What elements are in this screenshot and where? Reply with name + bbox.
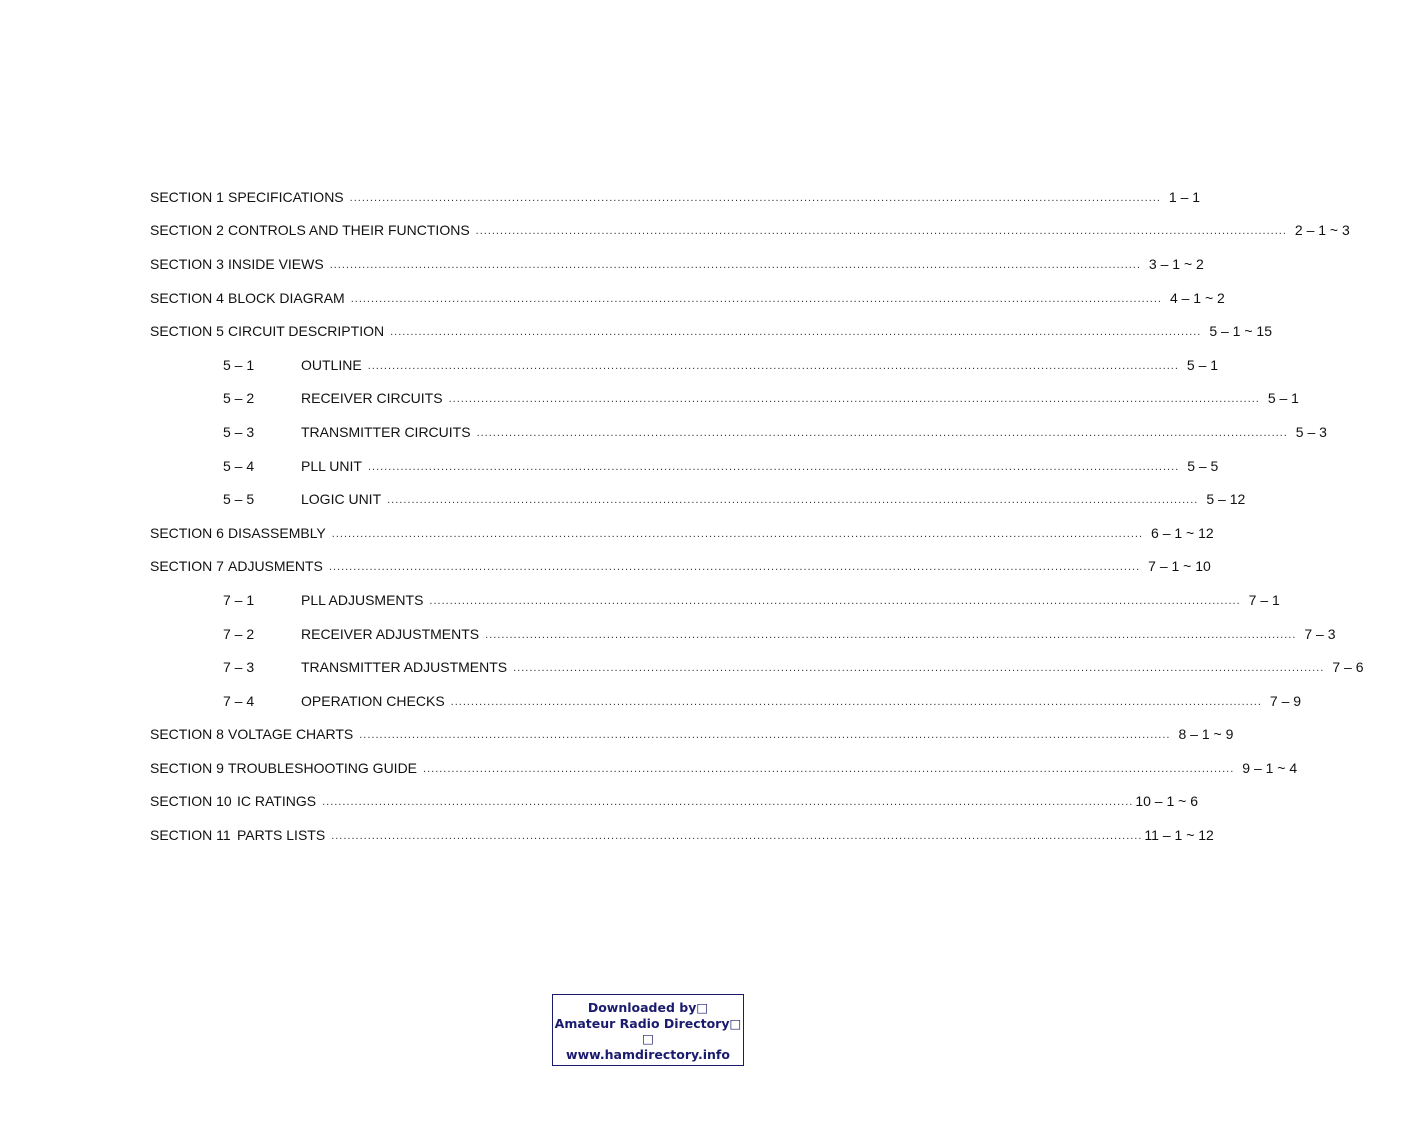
entry-number: 5 – 3	[223, 423, 255, 440]
entry-number: 5 – 4	[223, 457, 255, 474]
toc-subentry[interactable]	[150, 684, 1302, 718]
toc-section-entry[interactable]	[150, 751, 1298, 785]
entry-title: PARTS LISTS	[237, 827, 326, 844]
dot-leader: ........................................................................................................................................................................................................	[476, 426, 1288, 439]
entry-number: SECTION 6	[150, 524, 224, 541]
toc-subentry[interactable]	[150, 382, 1299, 416]
entry-number: 5 – 1	[223, 356, 255, 373]
entry-page: 5 – 1	[1186, 356, 1219, 373]
entry-page: 6 – 1 ~ 12	[1151, 524, 1214, 541]
dot-leader: ........................................................................................................................................................................................................	[349, 191, 1161, 204]
entry-number: SECTION 5	[150, 323, 224, 340]
entry-title: RECEIVER CIRCUITS	[301, 390, 443, 407]
entry-number: 5 – 2	[223, 390, 255, 407]
entry-title: OUTLINE	[301, 356, 362, 373]
entry-label	[150, 760, 423, 776]
entry-label	[150, 222, 476, 238]
entry-page: 5 – 12	[1206, 491, 1246, 508]
entry-title: RECEIVER ADJUSTMENTS	[301, 625, 480, 642]
toc-subentry[interactable]	[150, 449, 1219, 483]
dot-leader: ........................................................................................................................................................................................................	[331, 527, 1144, 540]
entry-label	[223, 424, 477, 440]
entry-title: INSIDE VIEWS	[228, 255, 324, 272]
entry-number: 7 – 2	[223, 625, 255, 642]
entry-title: TRANSMITTER CIRCUITS	[301, 423, 471, 440]
entry-label	[223, 357, 368, 373]
dot-leader: ........................................................................................................................................................................................................	[423, 762, 1235, 775]
toc-section-entry[interactable]	[150, 550, 1211, 584]
dot-leader: ........................................................................................................................................................................................................	[367, 359, 1179, 372]
dot-leader: ........................................................................................................................................................................................................	[387, 494, 1199, 507]
entry-label	[150, 256, 330, 272]
toc-section-entry[interactable]	[150, 314, 1272, 348]
dot-leader: ........................................................................................................................................................................................................	[429, 594, 1241, 607]
entry-page: 1 – 1	[1168, 188, 1201, 205]
entry-number: SECTION 11	[150, 827, 231, 844]
entry-title: ADJUSMENTS	[228, 558, 323, 575]
entry-number: 5 – 5	[223, 491, 255, 508]
entry-label	[223, 458, 368, 474]
toc-section-entry[interactable]	[150, 785, 1198, 819]
dot-leader: ........................................................................................................................................................................................................	[367, 460, 1180, 473]
entry-page: 8 – 1 ~ 9	[1178, 726, 1234, 743]
entry-page: 7 – 6	[1332, 659, 1364, 676]
stamp-line-1: Downloaded by□	[587, 1000, 709, 1015]
stamp-line-3: □	[642, 1031, 654, 1046]
entry-number: 7 – 3	[223, 659, 255, 676]
toc-section-entry[interactable]	[150, 281, 1225, 315]
entry-title: PLL UNIT	[301, 457, 362, 474]
dot-leader: ........................................................................................................................................................................................................	[328, 561, 1141, 574]
entry-number: SECTION 3	[150, 255, 224, 272]
download-stamp	[552, 994, 744, 1066]
entry-page: 7 – 1 ~ 10	[1148, 558, 1211, 575]
entry-page: 11 – 1 ~ 12	[1144, 827, 1214, 844]
entry-label	[150, 525, 332, 541]
entry-page: 5 – 1 ~ 15	[1209, 323, 1272, 340]
toc-subentry[interactable]	[150, 650, 1364, 684]
entry-title: CIRCUIT DESCRIPTION	[228, 323, 385, 340]
toc-subentry[interactable]	[150, 583, 1280, 617]
toc-section-entry[interactable]	[150, 180, 1201, 214]
dot-leader: ........................................................................................................................................................................................................	[513, 662, 1325, 675]
stamp-url[interactable]: www.hamdirectory.info	[566, 1046, 730, 1062]
toc-subentry[interactable]	[150, 482, 1246, 516]
toc-section-entry[interactable]	[150, 247, 1204, 281]
entry-label	[223, 626, 485, 642]
entry-label	[150, 290, 351, 306]
entry-number: SECTION 10	[150, 793, 232, 810]
dot-leader: ........................................................................................................................................................................................................	[359, 729, 1171, 742]
entry-label	[223, 390, 449, 406]
entry-number: SECTION 2	[150, 222, 224, 239]
entry-page: 5 – 5	[1187, 457, 1219, 474]
entry-title: VOLTAGE CHARTS	[228, 726, 354, 743]
dot-leader: ........................................................................................................................................................................................................	[448, 393, 1260, 406]
entry-page: 10 – 1 ~ 6	[1135, 793, 1198, 810]
dot-leader: ........................................................................................................................................................................................................	[331, 830, 1143, 843]
toc-subentry[interactable]	[150, 348, 1219, 382]
dot-leader: ........................................................................................................................................................................................................	[322, 796, 1134, 809]
entry-page: 2 – 1 ~ 3	[1294, 222, 1350, 239]
entry-page: 7 – 3	[1304, 625, 1336, 642]
entry-title: DISASSEMBLY	[228, 524, 326, 541]
entry-title: TROUBLESHOOTING GUIDE	[228, 759, 418, 776]
entry-label	[150, 558, 329, 574]
entry-title: LOGIC UNIT	[301, 491, 382, 508]
entry-title: SPECIFICATIONS	[228, 188, 344, 205]
entry-label	[223, 491, 387, 507]
entry-page: 5 – 1	[1267, 390, 1299, 407]
entry-label	[150, 793, 322, 809]
dot-leader: ........................................................................................................................................................................................................	[390, 326, 1202, 339]
entry-number: SECTION 1	[150, 188, 224, 205]
entry-label	[223, 592, 429, 608]
entry-page: 7 – 9	[1269, 692, 1302, 709]
stamp-line-2: Amateur Radio Directory□	[554, 1015, 742, 1031]
entry-label	[223, 659, 513, 675]
entry-number: 7 – 4	[223, 692, 255, 709]
entry-number: SECTION 8	[150, 726, 224, 743]
entry-page: 5 – 3	[1295, 423, 1327, 440]
entry-number: SECTION 4	[150, 289, 224, 306]
entry-label	[223, 693, 451, 709]
entry-title: TRANSMITTER ADJUSTMENTS	[301, 659, 508, 676]
entry-page: 7 – 1	[1248, 591, 1280, 608]
entry-label	[150, 726, 359, 742]
entry-number: SECTION 7	[150, 558, 224, 575]
dot-leader: ........................................................................................................................................................................................................	[450, 695, 1262, 708]
toc-subentry[interactable]	[150, 415, 1327, 449]
entry-number: 7 – 1	[223, 591, 255, 608]
entry-page: 9 – 1 ~ 4	[1242, 759, 1298, 776]
entry-number: SECTION 9	[150, 759, 224, 776]
entry-title: CONTROLS AND THEIR FUNCTIONS	[228, 222, 470, 239]
entry-title: OPERATION CHECKS	[301, 692, 445, 709]
entry-label	[150, 323, 390, 339]
entry-page: 3 – 1 ~ 2	[1148, 255, 1204, 272]
toc-subentry[interactable]	[150, 617, 1336, 651]
toc-section-entry[interactable]	[150, 214, 1350, 248]
dot-leader: ........................................................................................................................................................................................................	[350, 292, 1162, 305]
entry-title: BLOCK DIAGRAM	[228, 289, 345, 306]
entry-label	[150, 189, 350, 205]
entry-page: 4 – 1 ~ 2	[1169, 289, 1225, 306]
dot-leader: ........................................................................................................................................................................................................	[475, 225, 1287, 238]
dot-leader: ........................................................................................................................................................................................................	[329, 258, 1141, 271]
dot-leader: ........................................................................................................................................................................................................	[485, 628, 1297, 641]
toc-section-entry[interactable]	[150, 516, 1214, 550]
toc-section-entry[interactable]	[150, 818, 1214, 852]
toc-section-entry[interactable]	[150, 718, 1234, 752]
table-of-contents	[150, 180, 1364, 852]
entry-title: PLL ADJUSMENTS	[301, 591, 424, 608]
entry-title: IC RATINGS	[237, 793, 317, 810]
entry-label	[150, 827, 331, 843]
